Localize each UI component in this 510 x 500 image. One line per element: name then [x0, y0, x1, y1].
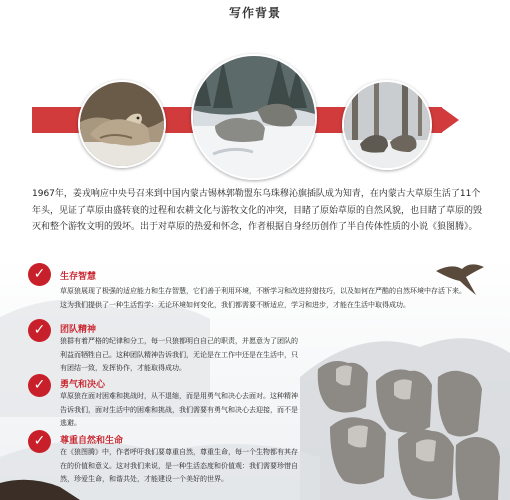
check-icon: ✓	[28, 263, 51, 286]
lower-content-panel	[0, 257, 510, 500]
section-title: 尊重自然和生命	[60, 436, 124, 446]
ribbon-arrow-tip	[441, 107, 459, 133]
section-body: 草原狼在面对困难和挑战时，从不退缩，而是用勇气和决心去面对。这种精神告诉我们，面对生活中的困难和挑战，我们需要有勇气和决心去迎接，而不是逃避。	[60, 392, 298, 427]
section-title: 团队精神	[60, 325, 97, 335]
intro-paragraph: 1967年，姜戎响应中央号召来到中国内蒙古锡林郭勒盟东乌珠穆沁旗插队成为知青，在内蒙古大草原生活了11个年头，见证了草原由盛转衰的过程和农耕文化与游牧文化的冲突，目睹了原始草原的自然风貌，也目睹了草原的毁灭和整个游牧文明的毁坏。出于对草原的热爱和怀念，作者根据自身经历创作了半自传体性质的小说《狼图腾》。	[32, 189, 483, 232]
section-body: 草原狼展现了极强的适应能力和生存智慧，它们善于利用环境，不断学习和改进狩猎技巧，以及如何在严酷的自然环境中存活下来。这为我们提供了一种生活哲学：无论环境如何变化，我们都需要不断适应，学习和进步，才能在生活中取得成功。	[60, 287, 466, 309]
section-title: 勇气和决心	[60, 380, 106, 390]
check-icon: ✓	[28, 430, 51, 453]
wolves-forest-photo-right	[342, 80, 432, 170]
section-title: 生存智慧	[60, 272, 97, 282]
page-title: 写作背景	[228, 6, 281, 20]
section-body: 在《狼图腾》中，作者呼吁我们要尊重自然，尊重生命，每一个生物都有其存在的价值和意义。这对我们来说，是一种生活态度和价值观：我们需要珍惜自然，珍爱生命，和谐共处，才能建设一个美好的世界。	[60, 448, 298, 483]
wolf-photo-left	[78, 80, 166, 168]
check-icon: ✓	[28, 374, 51, 397]
check-icon: ✓	[28, 319, 51, 342]
wolf-pack-photo-center	[191, 54, 317, 180]
section-body: 狼群有着严格的纪律和分工，每一只狼都明白自己的职责，并愿意为了团队的利益而牺牲自己。这种团队精神告诉我们，无论是在工作中还是在生活中，只有团结一致，发挥协作，才能取得成功。	[60, 337, 298, 372]
